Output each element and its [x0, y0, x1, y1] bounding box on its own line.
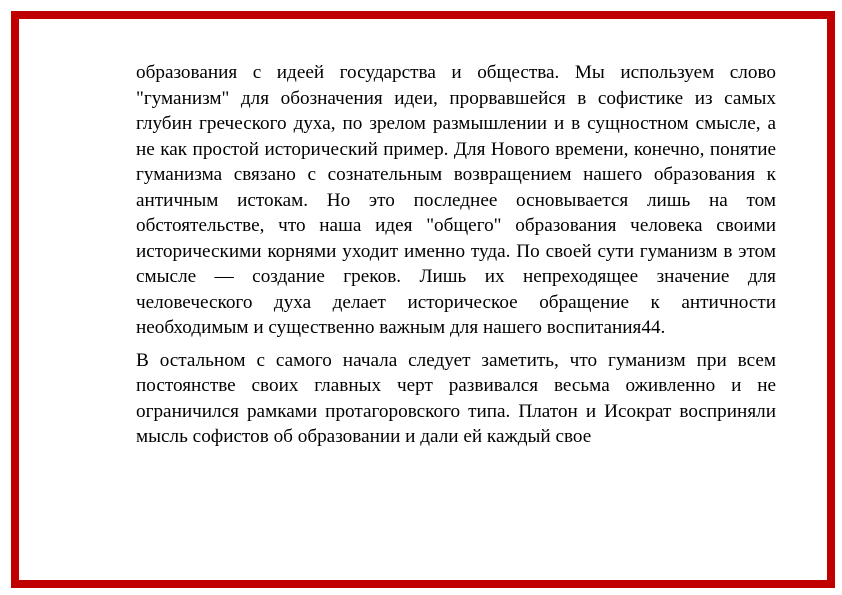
paragraph-1: образования с идеей государства и общества. Мы используем слово "гуманизм" для обозначения идеи, прорвавшейся в софистике из самых глубин греческого духа, по зрелом размышлении и в сущностном смысле, а не как простой исторический пример. Для Нового времени, конечно, понятие гуманизма связано с сознательным возвращением нашего образования к античным истокам. Но это последнее основывается лишь на том обстоятельстве, что наша идея "общего" образования человека своими историческими корнями уходит именно туда. По своей сути гуманизм в этом смысле — создание греков. Лишь их непреходящее значение для человеческого духа делает историческое обращение к античности необходимым и существенно важным для нашего воспитания44. — [136, 62, 776, 338]
paragraph-2: В остальном с самого начала следует заметить, что гуманизм при всем постоянстве своих главных черт развивался весьма оживленно и не ограничился рамками протагоровского типа. Платон и Исократ восприняли мысль софистов об образовании и дали ей каждый свое — [136, 349, 776, 447]
body-text — [136, 60, 776, 450]
